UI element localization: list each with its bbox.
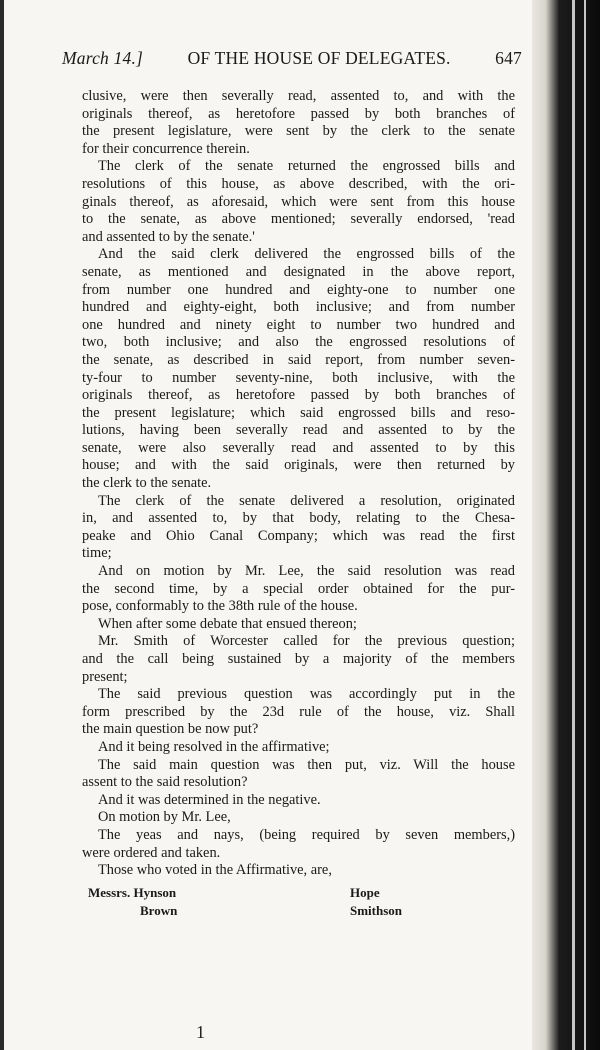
text-line: pose, conformably to the 38th rule of the house.: [82, 598, 358, 615]
text-line: hundred and eighty-eight, both inclusive; and from number: [82, 299, 515, 316]
text-line: the main question be now put?: [82, 721, 259, 738]
paragraph: [82, 616, 515, 634]
footer-mark: 1: [196, 1022, 205, 1042]
text-line: in, and assented to, by that body, relating to the Chesa-: [82, 510, 515, 527]
text-line: house; and with the said originals, were then returned by: [82, 457, 515, 474]
scan-streak: [572, 0, 575, 1050]
text-line: to the senate, as above mentioned; severally endorsed, 'read: [82, 211, 515, 228]
paragraph: [82, 739, 515, 757]
paragraph: [82, 246, 515, 492]
scan-streak: [584, 0, 586, 1050]
text-line: And it was determined in the negative.: [98, 791, 321, 808]
vote-list: [82, 882, 515, 922]
header-date: March 14.]: [62, 48, 144, 68]
text-line: senate, as mentioned and designated in the above report,: [82, 263, 515, 280]
header-title: OF THE HOUSE OF DELEGATES.: [187, 48, 451, 68]
text-line: peake and Ohio Canal Company; which was read the first: [82, 527, 515, 544]
text-line: And it being resolved in the affirmative;: [98, 738, 330, 755]
voter-name: Hope: [350, 884, 380, 900]
page-number: 647: [495, 48, 522, 68]
paragraph: [82, 563, 515, 616]
text-line: two, both inclusive; and also the engrossed resolutions of: [82, 334, 515, 351]
text-line: for their concurrence therein.: [82, 140, 250, 157]
text-line: ty-four to number seventy-nine, both inclusive, with the: [82, 369, 515, 386]
paragraph: [82, 862, 515, 880]
text-line: the present legislature; which said engrossed bills and reso-: [82, 404, 515, 421]
text-line: The clerk of the senate delivered a resolution, originated: [98, 492, 515, 509]
text-line: The yeas and nays, (being required by seven members,): [98, 826, 515, 843]
paragraph: [82, 757, 515, 792]
text-line: ginals thereof, as aforesaid, which were sent from this house: [82, 193, 515, 210]
text-line: clusive, were then severally read, assented to, and with the: [82, 88, 515, 104]
text-line: Those who voted in the Affirmative, are,: [98, 862, 332, 879]
text-line: from number one hundred and eighty-one to number one: [82, 281, 515, 298]
page-right-edge: [532, 0, 600, 1050]
text-line: The said previous question was accordingly put in the: [98, 686, 515, 703]
text-line: lutions, having been severally read and assented to by the: [82, 422, 515, 439]
journal-text: [82, 88, 515, 922]
paragraph: [82, 158, 515, 246]
text-line: The said main question was then put, viz. Will the house: [98, 756, 515, 773]
paragraph: [82, 633, 515, 686]
text-line: time;: [82, 545, 112, 562]
text-line: the senate, as described in said report, from number seven-: [82, 351, 515, 368]
text-line: and assented to by the senate.': [82, 228, 255, 245]
text-line: the second time, by a special order obtained for the pur-: [82, 580, 515, 597]
text-line: the present legislature, were sent by the clerk to the senate: [82, 123, 515, 140]
text-line: Mr. Smith of Worcester called for the previous question;: [98, 633, 515, 650]
text-line: the clerk to the senate.: [82, 475, 212, 492]
voter-name: Messrs. Hynson: [88, 884, 177, 900]
paragraph: [82, 809, 515, 827]
text-line: And on motion by Mr. Lee, the said resolution was read: [98, 563, 515, 580]
text-line: senate, were also severally read and assented to by this: [82, 439, 515, 456]
text-line: resolutions of this house, as above described, with the ori-: [82, 175, 515, 192]
paragraph: [82, 686, 515, 739]
text-line: The clerk of the senate returned the engrossed bills and: [98, 158, 515, 175]
text-line: And the said clerk delivered the engrossed bills of the: [98, 246, 515, 263]
text-line: one hundred and ninety eight to number two hundred and: [82, 316, 515, 333]
text-line: When after some debate that ensued thereon;: [98, 615, 357, 632]
running-header: [62, 48, 522, 69]
text-line: were ordered and taken.: [82, 844, 221, 861]
voter-name: Smithson: [350, 902, 403, 918]
page-left-edge: [0, 0, 4, 1050]
text-line: On motion by Mr. Lee,: [98, 809, 231, 826]
text-line: form prescribed by the 23d rule of the house, viz. Shall: [82, 703, 515, 720]
text-line: and the call being sustained by a majority of the members: [82, 651, 515, 667]
text-line: originals thereof, as heretofore passed by both branches of: [82, 105, 515, 122]
paragraph: [82, 792, 515, 810]
voter-name: Brown: [140, 902, 178, 918]
text-line: assent to the said resolution?: [82, 774, 248, 791]
paragraph: [82, 827, 515, 862]
text-line: originals thereof, as heretofore passed by both branches of: [82, 387, 515, 404]
paragraph: [82, 493, 515, 563]
text-line: present;: [82, 668, 128, 685]
paragraph: [82, 88, 515, 158]
